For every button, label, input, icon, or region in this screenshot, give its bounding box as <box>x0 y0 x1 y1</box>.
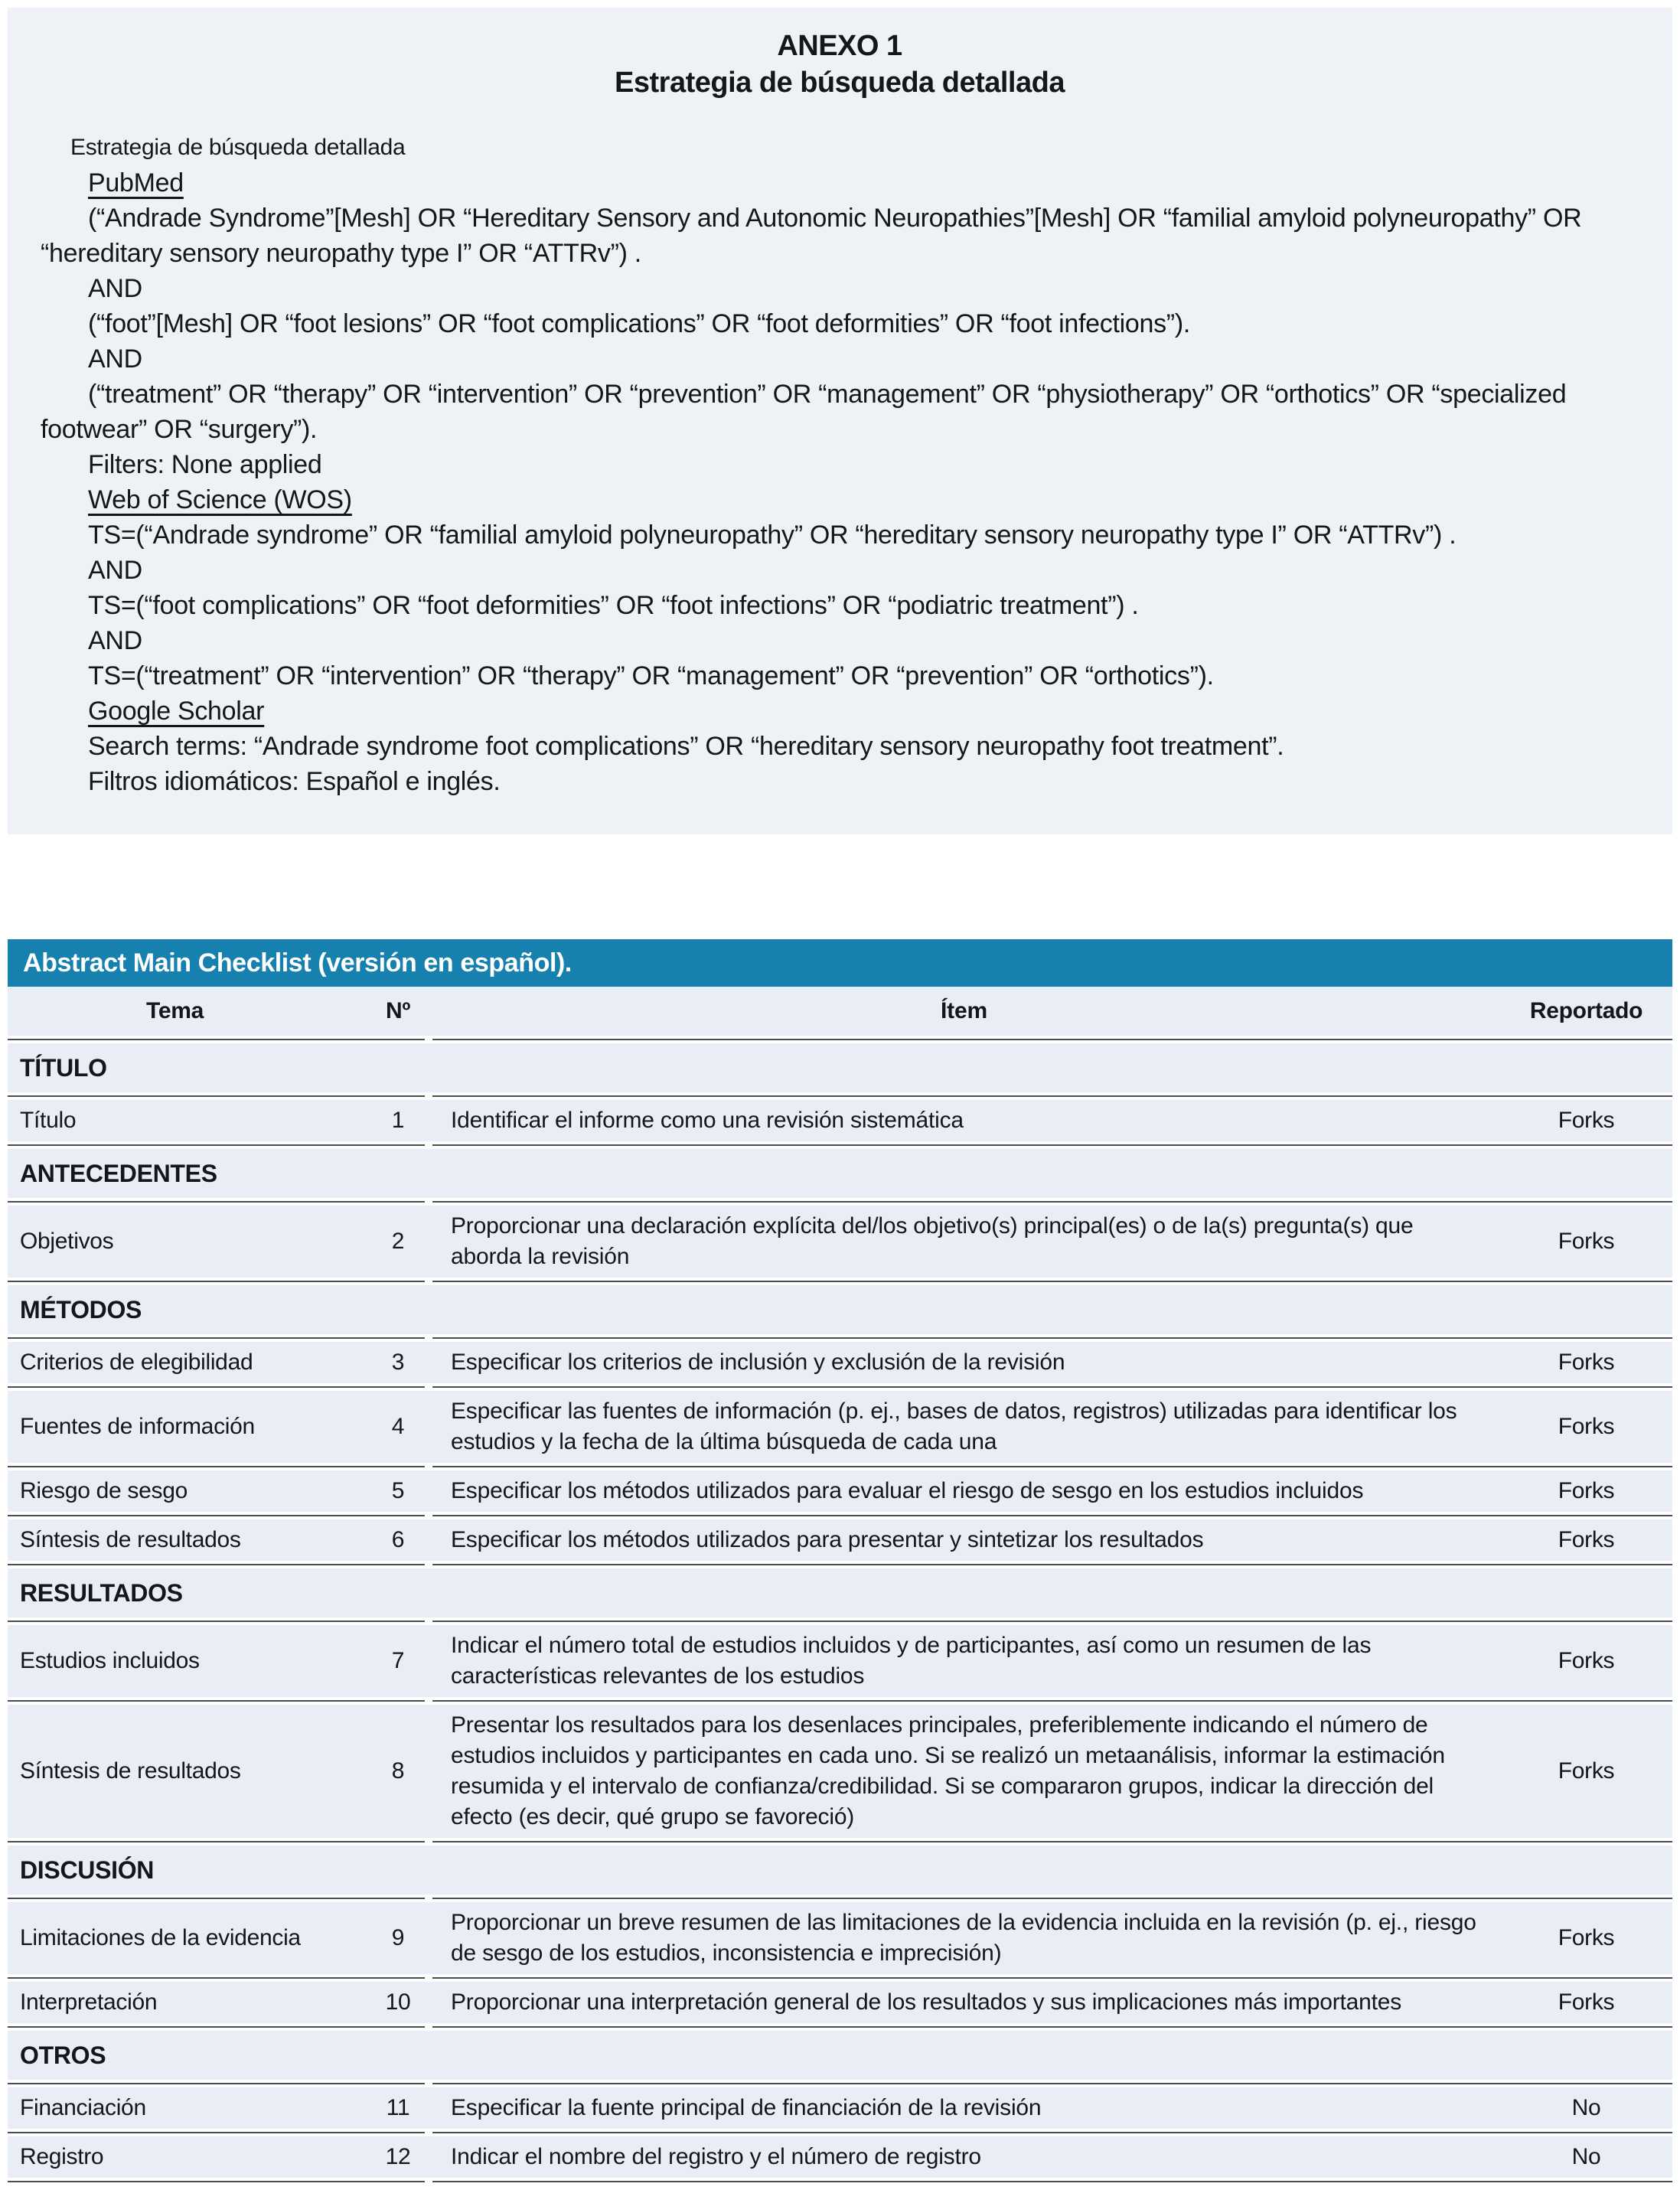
checklist-title-bar <box>8 939 1672 987</box>
row-divider-rule <box>8 1564 1672 1565</box>
search-strategy-text: TS=(“treatment” OR “intervention” OR “therapy” OR “management” OR “prevention” OR “orthotics”). <box>88 661 1214 690</box>
search-strategy-line <box>41 623 1639 658</box>
table-row <box>8 1470 1672 1512</box>
row-reportado-cell: Forks <box>1558 1414 1615 1439</box>
search-strategy-text: AND <box>88 556 142 585</box>
row-item-cell: Presentar los resultados para los desenlaces principales, preferiblemente indicando el número de estudios incluidos y participantes en cada uno. Si se realizó un metaanálisis, informar la estimación resumida y el intervalo de confianza/credibilidad. Si se compararon grupos, indicar la dirección del efecto (es decir, qué grupo se favoreció) <box>451 1712 1445 1829</box>
row-reportado-cell: Forks <box>1558 1478 1615 1503</box>
search-strategy-text: TS=(“foot complications” OR “foot deformities” OR “foot infections” OR “podiatric treatment”) . <box>88 591 1139 620</box>
table-row <box>8 1705 1672 1838</box>
search-strategy-line <box>41 341 1639 377</box>
row-tema-cell: Riesgo de sesgo <box>20 1478 188 1503</box>
row-number-cell: 6 <box>391 1527 405 1552</box>
search-strategy-text: Filters: None applied <box>88 450 322 479</box>
row-divider-rule <box>8 1039 1672 1040</box>
row-number-cell: 7 <box>391 1648 405 1673</box>
row-divider-rule <box>8 1898 1672 1899</box>
row-divider-rule <box>8 2083 1672 2084</box>
row-tema-cell: Síntesis de resultados <box>20 1527 241 1552</box>
table-row <box>8 1519 1672 1561</box>
row-item-cell: Identificar el informe como una revisión sistemática <box>451 1108 964 1133</box>
row-divider-rule <box>8 1700 1672 1702</box>
search-strategy-text: Filtros idiomáticos: Español e inglés. <box>88 767 501 796</box>
row-reportado-cell: Forks <box>1558 1648 1615 1673</box>
row-tema-cell: Registro <box>20 2144 104 2169</box>
row-item-cell: Especificar los criterios de inclusión y exclusión de la revisión <box>451 1350 1065 1375</box>
table-row <box>8 1342 1672 1383</box>
search-strategy-text: (“foot”[Mesh] OR “foot lesions” OR “foot complications” OR “foot deformities” OR “foot infections”). <box>88 309 1190 338</box>
row-reportado-cell: No <box>1571 2144 1601 2169</box>
search-strategy-text: Estrategia de búsqueda detallada <box>70 135 406 160</box>
section-header-row: ANTECEDENTES <box>8 1149 1672 1198</box>
row-number-cell: 2 <box>391 1229 405 1254</box>
search-strategy-line <box>41 482 1639 517</box>
row-number-cell: 3 <box>391 1350 405 1375</box>
row-reportado-cell: Forks <box>1558 1229 1615 1254</box>
row-divider-rule <box>8 1144 1672 1146</box>
row-divider-rule <box>8 2026 1672 2028</box>
search-strategy-line <box>41 377 1639 447</box>
table-row <box>8 2087 1672 2129</box>
row-item-cell: Especificar la fuente principal de financiación de la revisión <box>451 2095 1042 2120</box>
row-divider-rule <box>8 1095 1672 1097</box>
table-row <box>8 2136 1672 2178</box>
section-header-row: RESULTADOS <box>8 1568 1672 1617</box>
search-strategy-line <box>41 764 1639 799</box>
row-divider-rule <box>8 1515 1672 1516</box>
row-reportado-cell: Forks <box>1558 1925 1615 1950</box>
abstract-checklist-table <box>8 939 1672 2182</box>
search-strategy-text: Google Scholar <box>88 697 265 726</box>
search-strategy-line <box>41 658 1639 694</box>
search-strategy-line <box>41 588 1639 623</box>
table-row <box>8 1391 1672 1463</box>
table-row <box>8 1902 1672 1974</box>
row-divider-rule <box>8 1281 1672 1282</box>
row-number-cell: 5 <box>391 1478 405 1503</box>
search-strategy-text: Search terms: “Andrade syndrome foot complications” OR “hereditary sensory neuropathy foot treatment”. <box>88 732 1284 761</box>
row-tema-cell: Limitaciones de la evidencia <box>20 1925 301 1950</box>
search-strategy-line <box>41 553 1639 588</box>
row-item-cell: Indicar el nombre del registro y el número de registro <box>451 2144 981 2169</box>
row-number-cell: 12 <box>385 2144 411 2169</box>
row-tema-cell: Síntesis de resultados <box>20 1758 241 1784</box>
row-tema-cell: Estudios incluidos <box>20 1648 200 1673</box>
row-divider-rule <box>8 1201 1672 1203</box>
row-reportado-cell: Forks <box>1558 1989 1615 2015</box>
row-divider-rule <box>8 1841 1672 1842</box>
column-header-numero: Nº <box>385 998 411 1023</box>
row-number-cell: 11 <box>386 2095 410 2120</box>
section-header-row: MÉTODOS <box>8 1285 1672 1334</box>
search-strategy-body <box>41 130 1639 799</box>
row-divider-rule <box>8 1466 1672 1467</box>
anexo-subtitle: Estrategia de búsqueda detallada <box>615 67 1065 99</box>
search-strategy-text: AND <box>88 344 142 374</box>
row-divider-rule <box>8 1386 1672 1388</box>
row-reportado-cell: Forks <box>1558 1527 1615 1552</box>
row-divider-rule <box>8 1620 1672 1622</box>
column-header-reportado: Reportado <box>1529 998 1643 1023</box>
row-divider-rule <box>8 2132 1672 2133</box>
row-tema-cell: Criterios de elegibilidad <box>20 1350 253 1375</box>
section-header-row: TÍTULO <box>8 1043 1672 1092</box>
section-header-row: DISCUSIÓN <box>8 1846 1672 1895</box>
search-strategy-line <box>41 729 1639 764</box>
search-strategy-text: AND <box>88 274 142 303</box>
column-header-item: Ítem <box>941 998 987 1023</box>
search-strategy-text: (“treatment” OR “therapy” OR “intervention” OR “prevention” OR “management” OR “physiotherapy” OR “orthotics” OR “specialized footwear” OR “surgery”). <box>41 380 1567 444</box>
search-strategy-text: PubMed <box>88 168 184 197</box>
row-item-cell: Especificar los métodos utilizados para evaluar el riesgo de sesgo en los estudios incluidos <box>451 1478 1364 1503</box>
search-strategy-text: (“Andrade Syndrome”[Mesh] OR “Hereditary Sensory and Autonomic Neuropathies”[Mesh] OR “familial amyloid polyneuropathy” OR “hereditary sensory neuropathy type I” OR “ATTRv”) . <box>41 204 1582 268</box>
checklist-title: Abstract Main Checklist (versión en español). <box>23 948 572 978</box>
search-strategy-line <box>41 271 1639 306</box>
checklist-header-row <box>8 987 1672 1036</box>
row-reportado-cell: Forks <box>1558 1350 1615 1375</box>
search-strategy-text: Web of Science (WOS) <box>88 485 352 514</box>
row-item-cell: Especificar los métodos utilizados para presentar y sintetizar los resultados <box>451 1527 1204 1552</box>
row-item-cell: Proporcionar una interpretación general de los resultados y sus implicaciones más importantes <box>451 1989 1402 2015</box>
row-number-cell: 9 <box>391 1925 405 1950</box>
search-strategy-line <box>41 165 1639 201</box>
search-strategy-line <box>41 694 1639 729</box>
row-reportado-cell: Forks <box>1558 1108 1615 1133</box>
search-strategy-text: AND <box>88 626 142 655</box>
row-tema-cell: Fuentes de información <box>20 1414 255 1439</box>
row-item-cell: Indicar el número total de estudios incluidos y de participantes, así como un resumen de las características relevantes de los estudios <box>451 1633 1372 1689</box>
row-divider-rule <box>8 1337 1672 1339</box>
column-header-tema: Tema <box>146 998 204 1023</box>
anexo-title: ANEXO 1 <box>777 30 902 62</box>
row-item-cell: Especificar las fuentes de información (p. ej., bases de datos, registros) utilizadas para identificar los estudios y la fecha de la última búsqueda de cada una <box>451 1399 1457 1454</box>
checklist-body <box>8 1039 1672 2182</box>
row-tema-cell: Financiación <box>20 2095 146 2120</box>
row-reportado-cell: No <box>1571 2095 1601 2120</box>
row-divider-rule <box>8 2181 1672 2182</box>
table-row <box>8 1982 1672 2023</box>
row-item-cell: Proporcionar un breve resumen de las limitaciones de la evidencia incluida en la revisión (p. ej., riesgo de sesgo de los estudios, inconsistencia e imprecisión) <box>451 1910 1476 1966</box>
table-row <box>8 1100 1672 1141</box>
anexo-search-strategy-box <box>8 8 1672 834</box>
table-row <box>8 1625 1672 1697</box>
row-number-cell: 8 <box>391 1758 405 1784</box>
search-strategy-line <box>41 201 1639 271</box>
row-number-cell: 4 <box>391 1414 405 1439</box>
row-item-cell: Proporcionar una declaración explícita del/los objetivo(s) principal(es) o de la(s) pregunta(s) que aborda la revisión <box>451 1213 1414 1269</box>
row-tema-cell: Título <box>20 1108 77 1133</box>
search-strategy-line <box>41 130 1639 165</box>
search-strategy-line <box>41 517 1639 553</box>
search-strategy-line <box>41 306 1639 341</box>
search-strategy-line <box>41 447 1639 482</box>
section-header-row: OTROS <box>8 2031 1672 2080</box>
row-number-cell: 10 <box>385 1989 411 2015</box>
row-tema-cell: Objetivos <box>20 1229 114 1254</box>
row-reportado-cell: Forks <box>1558 1758 1615 1784</box>
row-number-cell: 1 <box>391 1108 405 1133</box>
row-divider-rule <box>8 1977 1672 1979</box>
table-row <box>8 1206 1672 1278</box>
search-strategy-text: TS=(“Andrade syndrome” OR “familial amyloid polyneuropathy” OR “hereditary sensory neuropathy type I” OR “ATTRv”) . <box>88 521 1457 550</box>
row-tema-cell: Interpretación <box>20 1989 158 2015</box>
